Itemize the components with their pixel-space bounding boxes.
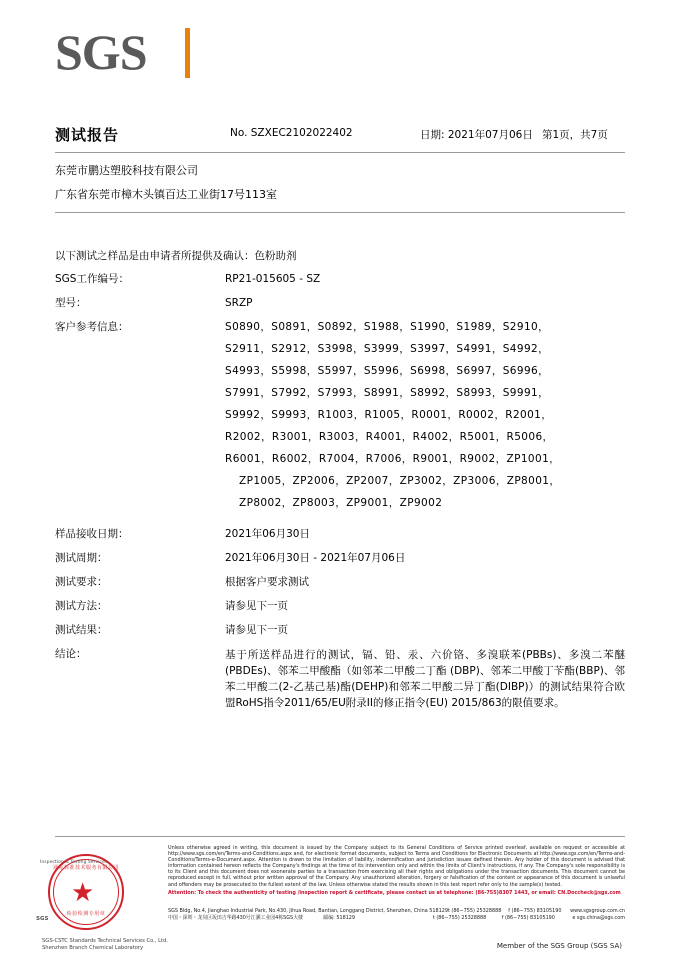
report-header-row [55,124,625,146]
field-label: 样品接收日期： [55,528,129,540]
client-reference-list [225,320,625,518]
field-test-requirement [55,575,625,590]
sgs-logo-text: SGS [55,24,147,80]
footer-tel-cn: t (86−755) 25328888 [432,915,487,922]
page-title: 测试报告 [55,126,120,144]
stamp-label-line1: SGS-CSTC Standards Technical Services Co., Ltd. [42,938,168,944]
field-value: 2021年06月30日 - 2021年07月06日 [225,552,406,564]
field-label: 测试结果： [55,624,108,636]
field-label: 测试要求： [55,576,108,588]
field-label: SGS工作编号： [55,273,129,285]
field-label: 结论： [55,648,87,660]
report-fields [55,272,625,720]
footer-tel-en: t (86−755) 25328888 [447,908,502,914]
stamp-arc-bottom-text: 检验检测专用章 [66,911,106,917]
report-page-count: 第1页，共7页 [542,129,608,141]
field-received-date [55,527,625,542]
field-value: RP21-015605 - SZ [225,273,321,285]
footer-address-cn: 中国・深圳・龙岗区坂田吉华路430号江灏工业园4栋SGS大楼 [168,915,303,922]
client-company-address: 广东省东莞市樟木头镇百达工业街17号113室 [55,188,277,201]
field-job-no [55,272,625,287]
list-item: S9992，S9993，R1003，R1005，R0001，R0002，R2001， [225,409,553,421]
report-number: No. SZXEC2102022402 [230,127,353,139]
divider-top [55,152,625,153]
field-client-reference [55,320,625,518]
field-value: 2021年06月30日 [225,528,310,540]
list-item: S7991，S7992，S7993，S8991，S8992，S8993，S9991， [225,387,550,399]
field-test-result [55,623,625,638]
footer-email[interactable]: e sgs.china@sgs.com [572,915,625,922]
footer-fax-en: f (86−755) 83105190 [508,908,562,914]
list-item: R6001，R6002，R7004，R7006，R9001，R9002，ZP1001， [225,453,561,465]
report-date: 日期: 2021年07月06日 [420,129,533,141]
list-item: S2911，S2912，S3998，S3999，S3997，S4991，S4992， [225,343,550,355]
stamp-label-line2: Shenzhen Branch Chemical Laboratory [42,945,144,951]
list-item: S4993，S5998，S5997，S5996，S6998，S6997，S6996， [225,365,550,377]
field-label: 客户参考信息： [55,321,129,333]
list-item: ZP1005，ZP2006，ZP2007，ZP3002，ZP3006，ZP8001， [239,475,561,487]
legal-body: Unless otherwise agreed in writing, this document is issued by the Company subject to its General Conditions of Service printed overleaf, available on request or accessible at http://www.sgs.com/en/Terms-and-Conditions.aspx and, for electronic format documents, subject to Terms and Conditions for Electronic Documents at http://www.sgs.com/en/Terms-and-Conditions/Terms-e-Document.aspx. Attention is drawn to the limitation of liability, indemnification and jurisdiction issues defined therein. Any holder of this document is advised that information contained hereon reflects the Company's findings at the time of its intervention only and within the limits of Client's instructions, if any. The Company's sole responsibility is to its Client and this document does not exonerate parties to a transaction from exercising all their rights and obligations under the transaction documents. This document cannot be reproduced except in full, without prior written approval of the Company. Any unauthorized alteration, forgery or falsification of the content or appearance of this document is unlawful and offenders may be prosecuted to the fullest extent of the law. Unless otherwise stated the results shown in this test report refer only to the sample(s) tested. [168,845,625,888]
field-model [55,296,625,311]
footer-fax-cn: f (86−755) 83105190 [501,915,555,922]
list-item: ZP8002，ZP8003，ZP9001，ZP9002 [239,497,443,509]
footer-address-en: SGS Bldg, No.4, Jianghao Industrial Park, No.430, Jihua Road, Bantian, Longgang District, Shenzhen, China 518129 [168,908,448,914]
member-line: Member of the SGS Group (SGS SA) [496,942,622,950]
star-icon: ★ [71,878,95,908]
field-value: SRZP [225,297,253,309]
sgs-logo-bar [185,28,190,78]
stamp-arc-top-text: 通标标准技术服务有限公司 [52,865,119,871]
list-item: S0890，S0891，S0892，S1988，S1990，S1989，S2910， [225,321,550,333]
field-value: 基于所送样品进行的测试，镉、铅、汞、六价铬、多溴联苯(PBBs)、多溴二苯醚(PBDEs)、邻苯二甲酸酯（如邻苯二甲酸二丁酯 (DBP)、邻苯二甲酸丁苄酯(BBP)、邻苯二甲酸二(2-乙基己基)酯(DEHP)和邻苯二甲酸二异丁酯(DIBP)）的测试结果符合欧盟RoHS指令2011/65/EU附录II的修正指令(EU) 2015/863的限值要求。 [225,649,625,709]
footer-zip-cn: 邮编: 518129 [323,915,356,922]
divider-bottom [55,836,625,837]
sgs-footer-mark: SGS [36,916,49,922]
legal-attention: Attention: To check the authenticity of testing /inspection report & certificate, please contact us at telephone: (86-755)8307 1443, or email: CN.Doccheck@sgs.com [168,889,621,896]
client-company-name: 东莞市鹏达塑胶科技有限公司 [55,164,198,177]
field-test-method [55,599,625,614]
footer-address-block [168,908,625,923]
field-test-period [55,551,625,566]
field-value: 根据客户要求测试 [225,576,309,588]
field-conclusion [55,647,625,711]
sgs-logo [55,26,190,88]
field-value: 请参见下一页 [225,600,288,612]
stamp-label [42,938,232,952]
field-label: 型号： [55,297,87,309]
field-label: 测试方法： [55,600,108,612]
field-label: 测试周期： [55,552,108,564]
official-stamp [40,852,168,951]
legal-disclaimer [168,845,625,896]
stamp-side-text: Inspection & Testing Services [40,860,108,865]
field-value: 请参见下一页 [225,624,288,636]
footer-website[interactable]: www.sgsgroup.com.cn [570,908,625,914]
sample-statement: 以下测试之样品是由申请者所提供及确认：色粉助剂 [55,250,297,262]
list-item: R2002，R3001，R3003，R4001，R4002，R5001，R5006， [225,431,554,443]
divider-middle [55,212,625,213]
footer-address-cn-row [168,915,625,922]
